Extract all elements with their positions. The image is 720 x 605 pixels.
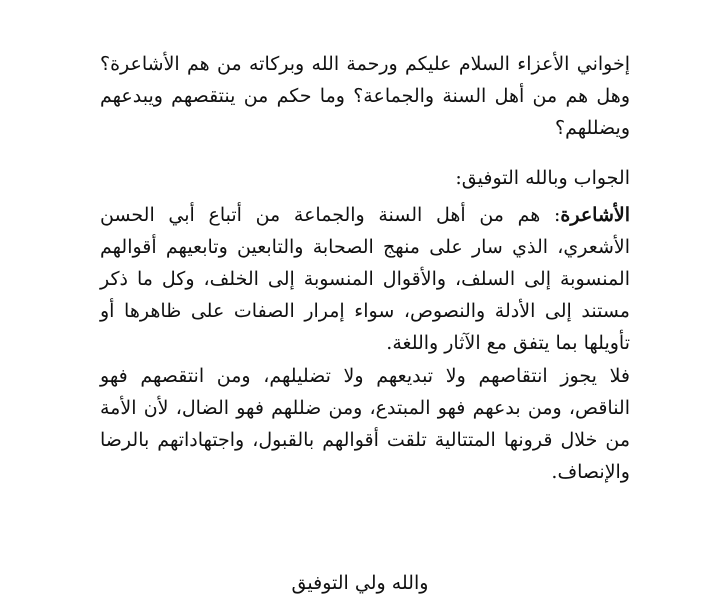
question-paragraph: إخواني الأعزاء السلام عليكم ورحمة الله وبركاته من هم الأشاعرة؟ وهل هم من أهل السنة والجماعة؟ وما حكم من ينتقصهم ويبدعهم ويضللهم؟ [100,53,630,139]
signoff: والله ولي التوفيق [291,572,429,594]
ruling-paragraph: فلا يجوز انتقاصهم ولا تبديعهم ولا تضليلهم، ومن انتقصهم فهو الناقص، ومن بدعهم فهو المبتدع، ومن ضللهم فهو الضال، لأن الأمة من خلال قرونها المتتالية تلقت أقوالهم بالقبول، واجتهاداتهم بالرضا والإنصاف. [100,365,630,483]
defined-term: الأشاعرة [560,204,630,226]
ashaira-definition-paragraph [100,199,630,359]
answer-intro: الجواب وبالله التوفيق: [455,167,630,189]
definition-text: : هم من أهل السنة والجماعة من أتباع أبي الحسن الأشعري، الذي سار على منهج الصحابة والتابعين وتابعيهم أقوالهم المنسوبة إلى السلف، والأقوال المنسوبة إلى الخلف، وكل ما ذكر مستند إلى الأدلة والنصوص، سواء إمرار الصفات على ظاهرها أو تأويلها بما يتفق مع الآثار واللغة. [100,204,630,354]
